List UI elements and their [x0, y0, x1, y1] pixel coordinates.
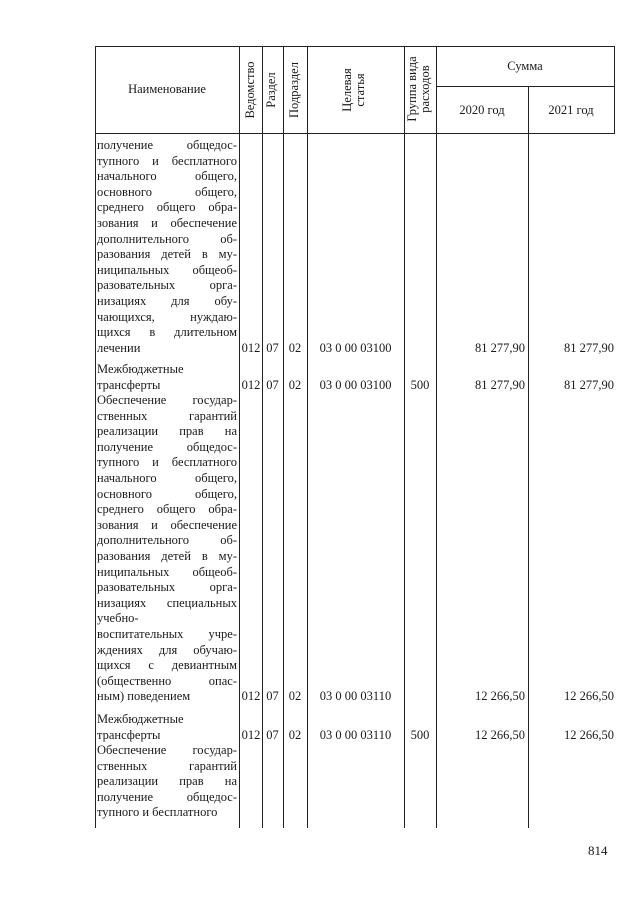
row-name-line: трансферты: [97, 377, 161, 392]
row-name-line: среднего общего обра-: [97, 502, 237, 517]
row-name-line: основного общего,: [97, 486, 237, 501]
row-name-line: получение общедос-: [97, 789, 237, 804]
row-gruppa-vida: 500: [410, 377, 430, 392]
row-name-line: разования детей в му-: [97, 549, 237, 563]
row-name-line: щихся с девиантным: [97, 658, 237, 673]
header-gruppa: [406, 49, 434, 129]
col-border-podrazdel: [307, 46, 308, 828]
row-name-line: зования и обеспечение: [97, 216, 237, 230]
row-name-line: дополнительного об-: [97, 231, 237, 246]
row-podrazdel: 02: [288, 689, 302, 704]
row-name-line: щихся в длительном: [97, 325, 237, 340]
header-bottom-border: [95, 133, 614, 134]
row-sum-2021: 12 266,50: [564, 689, 614, 704]
col-border-left: [95, 46, 96, 828]
row-name-line: низациях специальных: [97, 595, 237, 610]
row-podrazdel: 02: [288, 727, 302, 742]
row-name-line: тупного и бесплатного: [97, 455, 237, 470]
row-gruppa-vida: 500: [410, 727, 430, 742]
row-name-line: Межбюджетные: [97, 362, 184, 376]
row-name-line: начального общего,: [97, 169, 237, 184]
row-name-line: ственных гарантий: [97, 758, 237, 773]
row-sum-2020: 12 266,50: [475, 689, 525, 704]
header-razdel: Раздел: [264, 72, 278, 108]
row-podrazdel: 02: [288, 340, 302, 355]
row-name-line: ственных гарантий: [97, 408, 237, 423]
row-name-line: ниципальных общеоб-: [97, 262, 237, 277]
row-name-line: разовательных орга-: [97, 580, 237, 595]
row-sum-2020: 12 266,50: [475, 727, 525, 742]
col-border-right: [614, 46, 615, 134]
row-name-line: чающихся, нуждаю-: [97, 309, 237, 324]
summa-divider: [436, 86, 614, 87]
row-name-line: разования детей в му-: [97, 247, 237, 262]
row-name-line: низациях для обу-: [97, 294, 237, 308]
row-name-line: получение общедос-: [97, 439, 237, 454]
header-celevaya-line1: Целевая: [340, 68, 354, 112]
row-razdel: 07: [266, 689, 279, 704]
row-name-line: получение общедос-: [97, 138, 237, 152]
table-top-border: [95, 46, 614, 47]
header-name: Наименование: [128, 82, 206, 96]
col-border-razdel: [283, 46, 284, 828]
row-name-line: реализации прав на: [97, 424, 237, 439]
row-name-line: (общественно опас-: [97, 673, 237, 688]
col-border-cs: [404, 46, 405, 828]
row-vedomstvo: 012: [241, 727, 261, 742]
header-year-2021: 2021 год: [548, 103, 594, 117]
row-name-line: Обеспечение государ-: [97, 393, 237, 407]
row-sum-2020: 81 277,90: [475, 377, 525, 392]
col-border-name: [239, 46, 240, 828]
row-name-line: учебно-: [97, 611, 139, 626]
row-razdel: 07: [266, 340, 279, 355]
row-razdel: 07: [266, 377, 279, 392]
row-sum-2021: 81 277,90: [564, 340, 614, 355]
header-year-2020: 2020 год: [459, 103, 505, 117]
header-summa: Сумма: [507, 59, 543, 73]
row-name-line: начального общего,: [97, 471, 237, 485]
row-name-line: основного общего,: [97, 184, 237, 199]
row-vedomstvo: 012: [241, 689, 261, 704]
row-sum-2020: 81 277,90: [475, 340, 525, 355]
row-vedomstvo: 012: [241, 340, 261, 355]
header-celevaya-line2: статья: [353, 73, 367, 107]
row-name-line: воспитательных учре-: [97, 627, 237, 641]
row-celevaya-statya: 03 0 00 03100: [319, 377, 392, 392]
row-sum-2021: 12 266,50: [564, 727, 614, 742]
row-name-line: ным) поведением: [97, 689, 191, 704]
header-gruppa-line1: Группа вида: [405, 56, 419, 122]
row-celevaya-statya: 03 0 00 03110: [319, 727, 392, 742]
header-vedomstvo: Ведомство: [243, 61, 257, 119]
col-border-vr: [436, 46, 437, 828]
row-name-line: лечении: [97, 340, 141, 355]
row-celevaya-statya: 03 0 00 03110: [319, 689, 392, 704]
row-name-line: Обеспечение государ-: [97, 743, 237, 757]
row-podrazdel: 02: [288, 377, 302, 392]
row-celevaya-statya: 03 0 00 03100: [319, 340, 392, 355]
row-name-line: ждениях для обучаю-: [97, 642, 237, 657]
row-name-line: реализации прав на: [97, 774, 237, 789]
row-name-line: среднего общего обра-: [97, 200, 237, 215]
row-name-line: зования и обеспечение: [97, 517, 237, 532]
row-name-line: трансферты: [97, 727, 161, 742]
row-name-line: ниципальных общеоб-: [97, 564, 237, 579]
row-name-line: Межбюджетные: [97, 712, 184, 726]
row-name-line: дополнительного об-: [97, 533, 237, 548]
row-sum-2021: 81 277,90: [564, 377, 614, 392]
row-name-line: тупного и бесплатного: [97, 805, 218, 820]
row-razdel: 07: [266, 727, 279, 742]
row-name-line: тупного и бесплатного: [97, 153, 237, 168]
page-number: 814: [588, 843, 608, 858]
col-border-2020: [528, 86, 529, 828]
header-celevaya: [341, 50, 371, 130]
row-vedomstvo: 012: [241, 377, 261, 392]
row-name-line: разовательных орга-: [97, 278, 237, 293]
col-border-ved: [262, 46, 263, 828]
header-gruppa-line2: расходов: [418, 65, 432, 113]
header-podrazdel: Подраздел: [287, 62, 301, 118]
